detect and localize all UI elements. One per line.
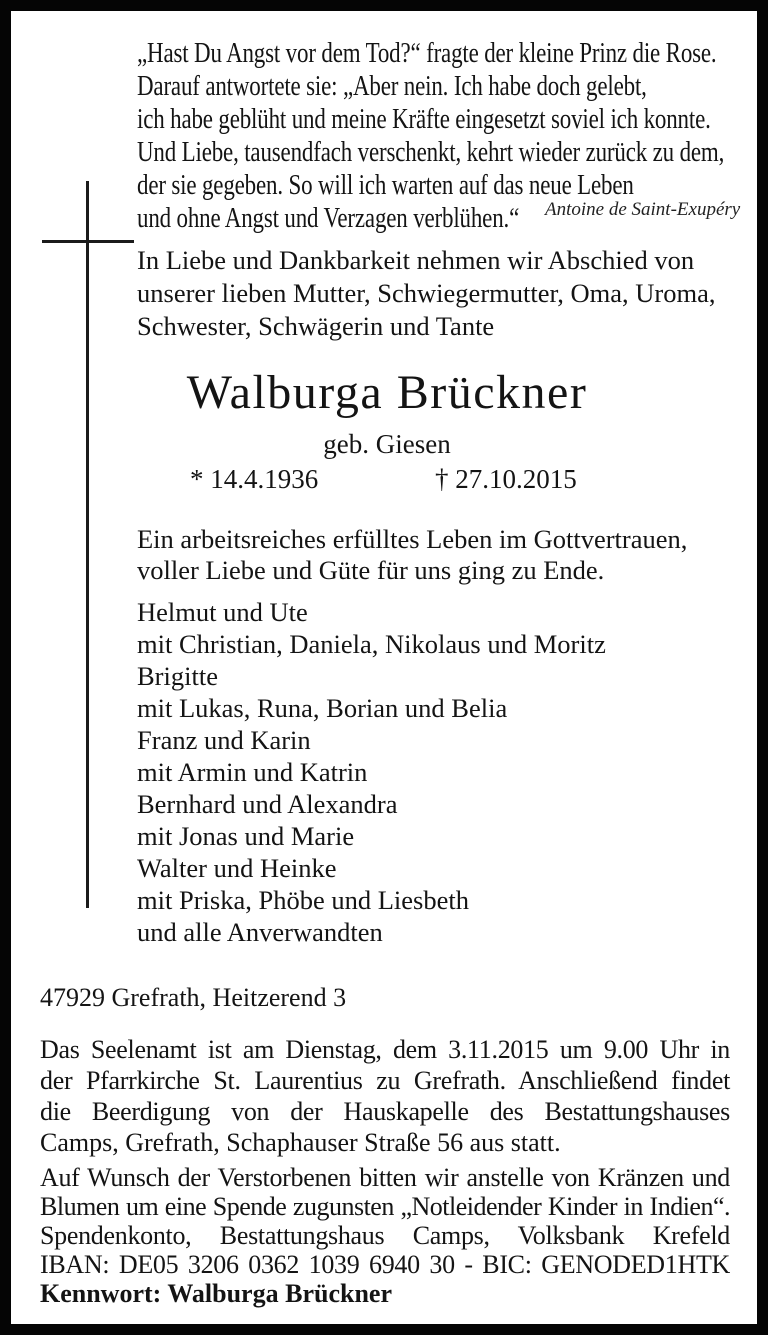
donation-keyword: Kennwort: Walburga Brückner: [40, 1279, 392, 1308]
mourner-children: mit Priska, Phöbe und Liesbeth: [137, 885, 469, 915]
mourner-children: mit Lukas, Runa, Borian und Belia: [137, 693, 508, 723]
life-dates: [137, 464, 637, 496]
donation-line: Blumen um eine Spende zugunsten „Notleidender Kinder in Indien“.: [40, 1192, 730, 1221]
mourner-names: Helmut und Ute: [137, 597, 308, 627]
death-symbol: †: [435, 464, 449, 494]
tribute-line: Ein arbeitsreiches erfülltes Leben im Gottvertrauen,: [137, 524, 688, 554]
quote-attribution: Antoine de Saint-Exupéry: [545, 199, 741, 220]
mourner-group: [137, 596, 606, 660]
cross-horizontal-bar: [42, 240, 134, 243]
mourner-names: Bernhard und Alexandra: [137, 789, 398, 819]
quote-line: Darauf antwortete sie: „Aber nein. Ich habe doch gelebt,: [137, 71, 647, 102]
maiden-name: geb. Giesen: [323, 429, 451, 459]
quote-line: Und Liebe, tausendfach verschenkt, kehrt wieder zurück zu dem,: [137, 137, 725, 168]
service-line: der Pfarrkirche St. Laurentius zu Grefrath. Anschließend findet: [40, 1066, 730, 1095]
quote-line: „Hast Du Angst vor dem Tod?“ fragte der kleine Prinz die Rose.: [137, 38, 717, 69]
service-line: Das Seelenamt ist am Dienstag, dem 3.11.2015 um 9.00 Uhr in: [40, 1035, 730, 1064]
service-line: die Beerdigung von der Hauskapelle des Bestattungshauses: [40, 1097, 730, 1126]
quote-line: ich habe geblüht und meine Kräfte eingesetzt soviel ich konnte.: [137, 104, 711, 135]
donation-paragraph: [40, 1163, 730, 1308]
quote-line: der sie gegeben. So will ich warten auf das neue Leben: [137, 170, 634, 201]
mourner-names: Franz und Karin: [137, 725, 311, 755]
cross-vertical-bar: [86, 181, 89, 908]
address-line: 47929 Grefrath, Heitzerend 3: [40, 983, 347, 1012]
mourner-children: mit Jonas und Marie: [137, 821, 355, 851]
donation-line: Spendenkonto, Bestattungshaus Camps, Volksbank Krefeld: [40, 1221, 730, 1250]
quote-line: und ohne Angst und Verzagen verblühen.“: [137, 203, 520, 234]
donation-line: Auf Wunsch der Verstorbenen bitten wir anstelle von Kränzen und: [40, 1163, 730, 1192]
donation-line: IBAN: DE05 3206 0362 1039 6940 30 - BIC: GENODED1HTK: [40, 1250, 730, 1279]
life-tribute: [137, 524, 687, 586]
intro-line: In Liebe und Dankbarkeit nehmen wir Abschied von: [137, 245, 695, 275]
mourner-children: mit Christian, Daniela, Nikolaus und Moritz: [137, 629, 606, 659]
mourners-footer: und alle Anverwandten: [137, 917, 383, 947]
mourner-group: [137, 724, 606, 788]
birth-date: * 14.4.1936: [190, 464, 319, 494]
mourner-children: mit Armin und Katrin: [137, 757, 368, 787]
intro-line: unserer lieben Mutter, Schwiegermutter, Oma, Uroma,: [137, 278, 716, 308]
service-line: Camps, Grefrath, Schaphauser Straße 56 aus statt.: [40, 1128, 561, 1157]
mourner-names: Brigitte: [137, 661, 218, 691]
mourners-list: [137, 596, 606, 948]
tribute-line: voller Liebe und Güte für uns ging zu Ende.: [137, 555, 605, 585]
mourner-names: Walter und Heinke: [137, 853, 337, 883]
intro-line: Schwester, Schwägerin und Tante: [137, 311, 495, 341]
intro-text: [137, 244, 715, 343]
mourner-group: [137, 788, 606, 852]
birth-symbol: *: [190, 464, 204, 494]
mourner-group: [137, 660, 606, 724]
mourner-group: [137, 852, 606, 916]
deceased-name: Walburga Brückner: [186, 366, 588, 419]
death-date: † 27.10.2015: [435, 464, 577, 494]
funeral-service-paragraph: [40, 1034, 730, 1158]
